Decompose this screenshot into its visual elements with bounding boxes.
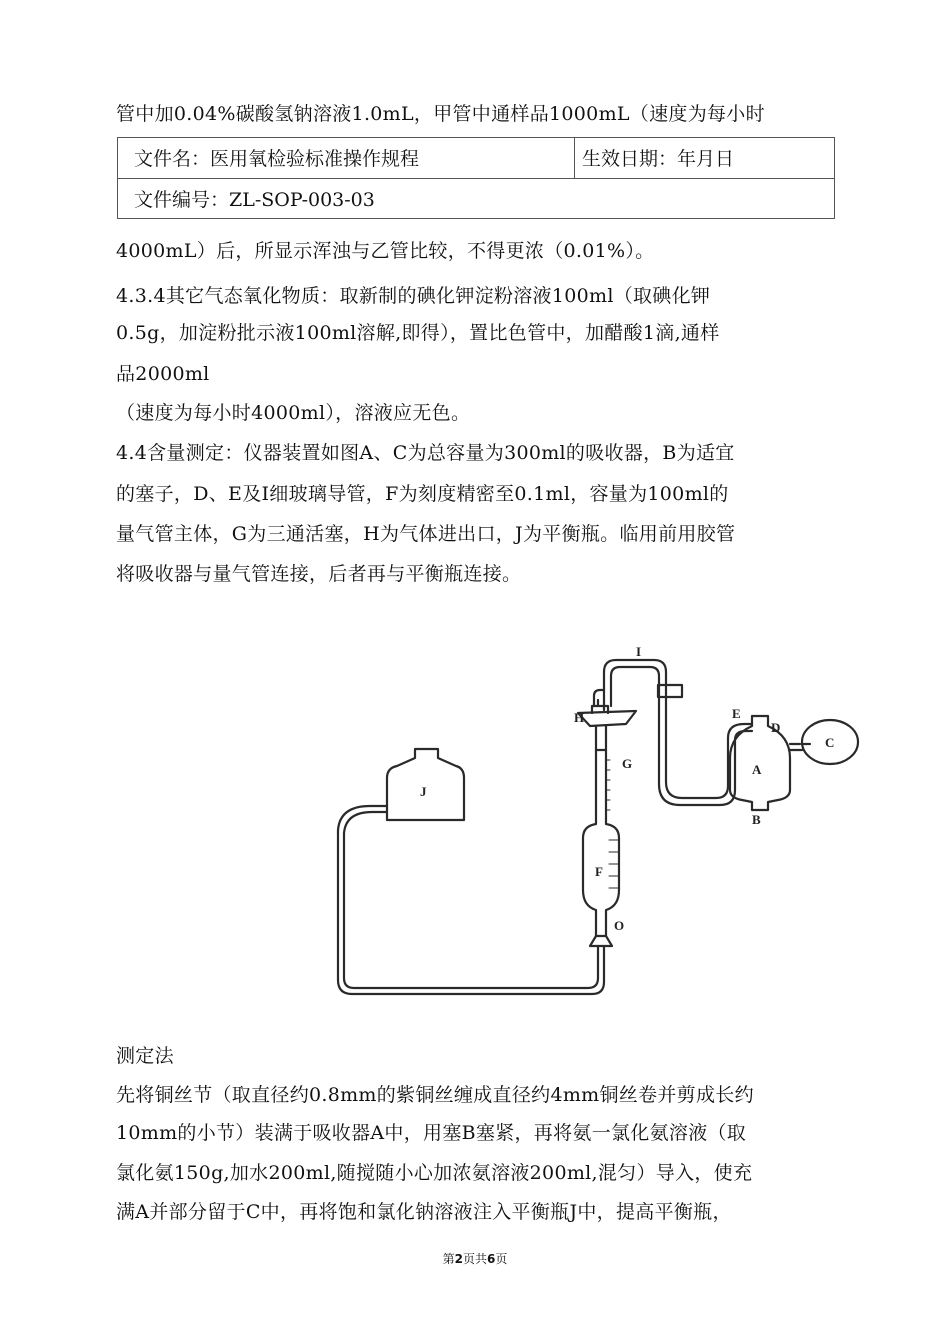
paragraph-line: 先将铜丝节（取直径约0.8mm的紫铜丝缠成直径约4mm铜丝卷并剪成长约 (116, 1084, 754, 1106)
label-o: O (614, 918, 625, 933)
footer-prefix: 第 (442, 1252, 455, 1266)
footer-page-number: 2 (454, 1252, 463, 1266)
balancing-bottle-j (387, 749, 464, 820)
label-c: C (825, 735, 835, 750)
tube-d (790, 744, 802, 750)
footer-total-pages: 6 (487, 1252, 496, 1266)
column-divider (574, 138, 575, 178)
tube-i (604, 660, 752, 798)
burette-graduations (606, 760, 619, 888)
paragraph-line: 4000mL）后，所显示浑浊与乙管比较，不得更浓（0.01%）。 (116, 240, 655, 262)
rubber-tube-inner (344, 812, 598, 988)
section-heading: 测定法 (116, 1045, 174, 1067)
paragraph-line: 将吸收器与量气管连接，后者再与平衡瓶连接。 (116, 563, 522, 585)
label-e: E (732, 706, 741, 721)
file-number: 文件编号：ZL-SOP-003-03 (134, 189, 375, 211)
paragraph-line: 0.5g，加淀粉批示液100ml溶解,即得），置比色管中，加醋酸1滴,通样 (116, 322, 720, 344)
label-i: I (636, 644, 642, 659)
paragraph-line: 量气管主体，G为三通活塞，H为气体进出口，J为平衡瓶。临用前用胶管 (116, 523, 736, 545)
nozzle-o (590, 936, 612, 946)
paragraph-line: 品2000ml (116, 363, 210, 385)
label-j: J (420, 784, 427, 799)
paragraph-line: 管中加0.04%碳酸氢钠溶液1.0mL，甲管中通样品1000mL（速度为每小时 (116, 103, 765, 125)
tube-i-inner (611, 667, 752, 805)
paragraph-line: 满A并部分留于C中，再将饱和氯化钠溶液注入平衡瓶J中，提高平衡瓶， (116, 1201, 732, 1223)
label-g: G (622, 756, 633, 771)
paragraph-line: 4.4含量测定：仪器装置如图A、C为总容量为300ml的吸收器，B为适宜 (116, 442, 735, 464)
inlet-h (594, 690, 604, 706)
label-f: F (595, 864, 603, 879)
file-name: 文件名：医用氧检验标准操作规程 (134, 148, 420, 170)
paragraph-line: （速度为每小时4000ml），溶液应无色。 (116, 402, 471, 424)
paragraph-line: 4.3.4其它气态氧化物质：取新制的碘化钾淀粉溶液100ml（取碘化钾 (116, 285, 711, 307)
header-table (117, 137, 835, 219)
footer-suffix: 页 (495, 1252, 508, 1266)
label-a: A (752, 762, 762, 777)
tube-joint (658, 685, 682, 697)
page-footer (0, 1250, 950, 1267)
stopcock-g-body (592, 706, 608, 750)
burette-f (583, 750, 619, 936)
footer-middle: 页共 (462, 1252, 487, 1266)
label-h: H (574, 710, 585, 725)
paragraph-line: 的塞子，D、E及I细玻璃导管，F为刻度精密至0.1ml，容量为100ml的 (116, 483, 729, 505)
paragraph-line: 氯化氨150g,加水200ml,随搅随小心加浓氨溶液200ml,混匀）导入，使充 (116, 1162, 753, 1184)
label-b: B (752, 812, 761, 827)
stopcock-g (578, 711, 636, 726)
header-row-1 (118, 138, 834, 179)
absorber-c (802, 720, 858, 764)
effective-date: 生效日期：年月日 (582, 148, 735, 170)
header-row-2 (118, 179, 834, 219)
label-d: D (771, 720, 781, 735)
absorber-a (730, 716, 790, 810)
rubber-tube (338, 806, 604, 994)
paragraph-line: 10mm的小节）装满于吸收器A中，用塞B塞紧，再将氨一氯化氨溶液（取 (116, 1122, 747, 1144)
